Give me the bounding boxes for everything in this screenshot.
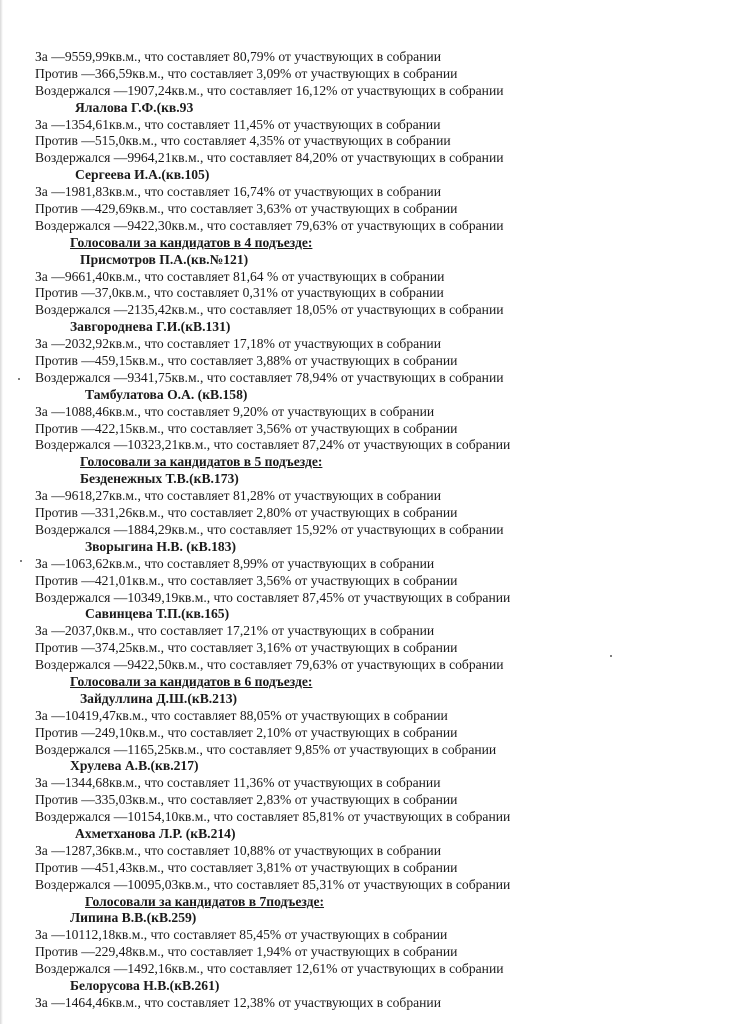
vote-line-abstained: Воздержался —2135,42кв.м., что составляет 18,05% от участвующих в собрании <box>35 302 504 318</box>
entrance-heading: Голосовали за кандидатов в 4 подъезде: <box>70 234 313 250</box>
vote-line-for: За —1981,83кв.м., что составляет 16,74% от участвующих в собрании <box>35 184 441 200</box>
scan-edge-shadow <box>0 0 3 1024</box>
vote-line-abstained: Воздержался —9422,50кв.м., что составляет 79,63% от участвующих в собрании <box>35 657 504 673</box>
vote-line-for: За —1344,68кв.м., что составляет 11,36% от участвующих в собрании <box>35 775 441 791</box>
vote-line-for: За —10419,47кв.м., что составляет 88,05% от участвующих в собрании <box>35 707 448 723</box>
vote-line-abstained: Воздержался —9341,75кв.м., что составляет 78,94% от участвующих в собрании <box>35 369 504 385</box>
vote-line-against: Против —459,15кв.м., что составляет 3,88% от участвующих в собрании <box>35 353 458 369</box>
candidate-name: Липина В.В.(кВ.259) <box>70 910 197 926</box>
vote-line-for: За —9661,40кв.м., что составляет 81,64 % от участвующих в собрании <box>35 268 445 284</box>
vote-line-against: Против —515,0кв.м., что составляет 4,35% от участвующих в собрании <box>35 133 451 149</box>
candidate-name: Ялалова Г.Ф.(кв.93 <box>75 99 194 115</box>
candidate-name: Присмотров П.А.(кв.№121) <box>80 251 249 267</box>
vote-line-for: За —1287,36кв.м., что составляет 10,88% от участвующих в собрании <box>35 842 441 858</box>
vote-line-against: Против —421,01кв.м., что составляет 3,56% от участвующих в собрании <box>35 572 458 588</box>
vote-line-against: Против —366,59кв.м., что составляет 3,09% от участвующих в собрании <box>35 65 458 81</box>
vote-line-for: За —2037,0кв.м., что составляет 17,21% от участвующих в собрании <box>35 623 435 639</box>
vote-line-abstained: Воздержался —1907,24кв.м., что составляет 16,12% от участвующих в собрании <box>35 82 504 98</box>
vote-line-against: Против —37,0кв.м., что составляет 0,31% от участвующих в собрании <box>35 285 444 301</box>
vote-line-against: Против —374,25кв.м., что составляет 3,16% от участвующих в собрании <box>35 640 458 656</box>
vote-line-abstained: Воздержался —1165,25кв.м., что составляет 9,85% от участвующих в собрании <box>35 741 497 757</box>
vote-line-for: За —1088,46кв.м., что составляет 9,20% от участвующих в собрании <box>35 403 435 419</box>
vote-line-abstained: Воздержался —10323,21кв.м., что составляет 87,24% от участвующих в собрании <box>35 437 511 453</box>
vote-line-abstained: Воздержался —1492,16кв.м., что составляет 12,61% от участвующих в собрании <box>35 961 504 977</box>
vote-line-abstained: Воздержался —9422,30кв.м., что составляет 79,63% от участвующих в собрании <box>35 217 504 233</box>
vote-line-against: Против —249,10кв.м., что составляет 2,10% от участвующих в собрании <box>35 724 458 740</box>
vote-line-abstained: Воздержался —10349,19кв.м., что составляет 87,45% от участвующих в собрании <box>35 589 511 605</box>
vote-line-for: За —1354,61кв.м., что составляет 11,45% от участвующих в собрании <box>35 116 441 132</box>
vote-line-against: Против —229,48кв.м., что составляет 1,94% от участвующих в собрании <box>35 944 458 960</box>
candidate-name: Савинцева Т.П.(кв.165) <box>85 606 230 622</box>
vote-line-against: Против —331,26кв.м., что составляет 2,80% от участвующих в собрании <box>35 505 458 521</box>
vote-line-against: Против —451,43кв.м., что составляет 3,81% от участвующих в собрании <box>35 859 458 875</box>
vote-line-against: Против —335,03кв.м., что составляет 2,83% от участвующих в собрании <box>35 792 458 808</box>
vote-line-abstained: Воздержался —10154,10кв.м., что составляет 85,81% от участвующих в собрании <box>35 809 511 825</box>
vote-line-for: За —2032,92кв.м., что составляет 17,18% от участвующих в собрании <box>35 336 441 352</box>
vote-line-abstained: Воздержался —1884,29кв.м., что составляет 15,92% от участвующих в собрании <box>35 521 504 537</box>
candidate-name: Завгороднева Г.И.(кВ.131) <box>70 319 231 335</box>
candidate-name: Сергеева И.А.(кв.105) <box>75 167 210 183</box>
candidate-name: Хрулева А.В.(кв.217) <box>70 758 199 774</box>
vote-line-for: За —1063,62кв.м., что составляет 8,99% от участвующих в собрании <box>35 555 435 571</box>
scan-speck <box>18 378 20 380</box>
scan-speck <box>20 560 22 562</box>
entrance-heading: Голосовали за кандидатов в 7подъезде: <box>85 893 325 909</box>
vote-line-against: Против —422,15кв.м., что составляет 3,56% от участвующих в собрании <box>35 420 458 436</box>
candidate-name: Зворыгина Н.В. (кВ.183) <box>85 538 237 554</box>
vote-line-against: Против —429,69кв.м., что составляет 3,63% от участвующих в собрании <box>35 201 458 217</box>
entrance-heading: Голосовали за кандидатов в 5 подъезде: <box>80 454 323 470</box>
candidate-name: Зайдуллина Д.Ш.(кВ.213) <box>80 690 238 706</box>
vote-line-for: За —10112,18кв.м., что составляет 85,45% от участвующих в собрании <box>35 927 448 943</box>
vote-line-abstained: Воздержался —9964,21кв.м., что составляет 84,20% от участвующих в собрании <box>35 150 504 166</box>
vote-line-for: За —1464,46кв.м., что составляет 12,38% от участвующих в собрании <box>35 994 441 1010</box>
candidate-name: Белорусова Н.В.(кВ.261) <box>70 977 220 993</box>
candidate-name: Безденежных Т.В.(кВ.173) <box>80 471 239 487</box>
candidate-name: Ахметханова Л.Р. (кВ.214) <box>75 825 236 841</box>
vote-line-abstained: Воздержался —10095,03кв.м., что составляет 85,31% от участвующих в собрании <box>35 876 511 892</box>
candidate-name: Тамбулатова О.А. (кВ.158) <box>85 386 248 402</box>
vote-results-text <box>35 49 725 1012</box>
vote-line-for: За —9559,99кв.м., что составляет 80,79% от участвующих в собрании <box>35 49 441 64</box>
entrance-heading: Голосовали за кандидатов в 6 подъезде: <box>70 673 313 689</box>
vote-line-for: За —9618,27кв.м., что составляет 81,28% от участвующих в собрании <box>35 488 441 504</box>
